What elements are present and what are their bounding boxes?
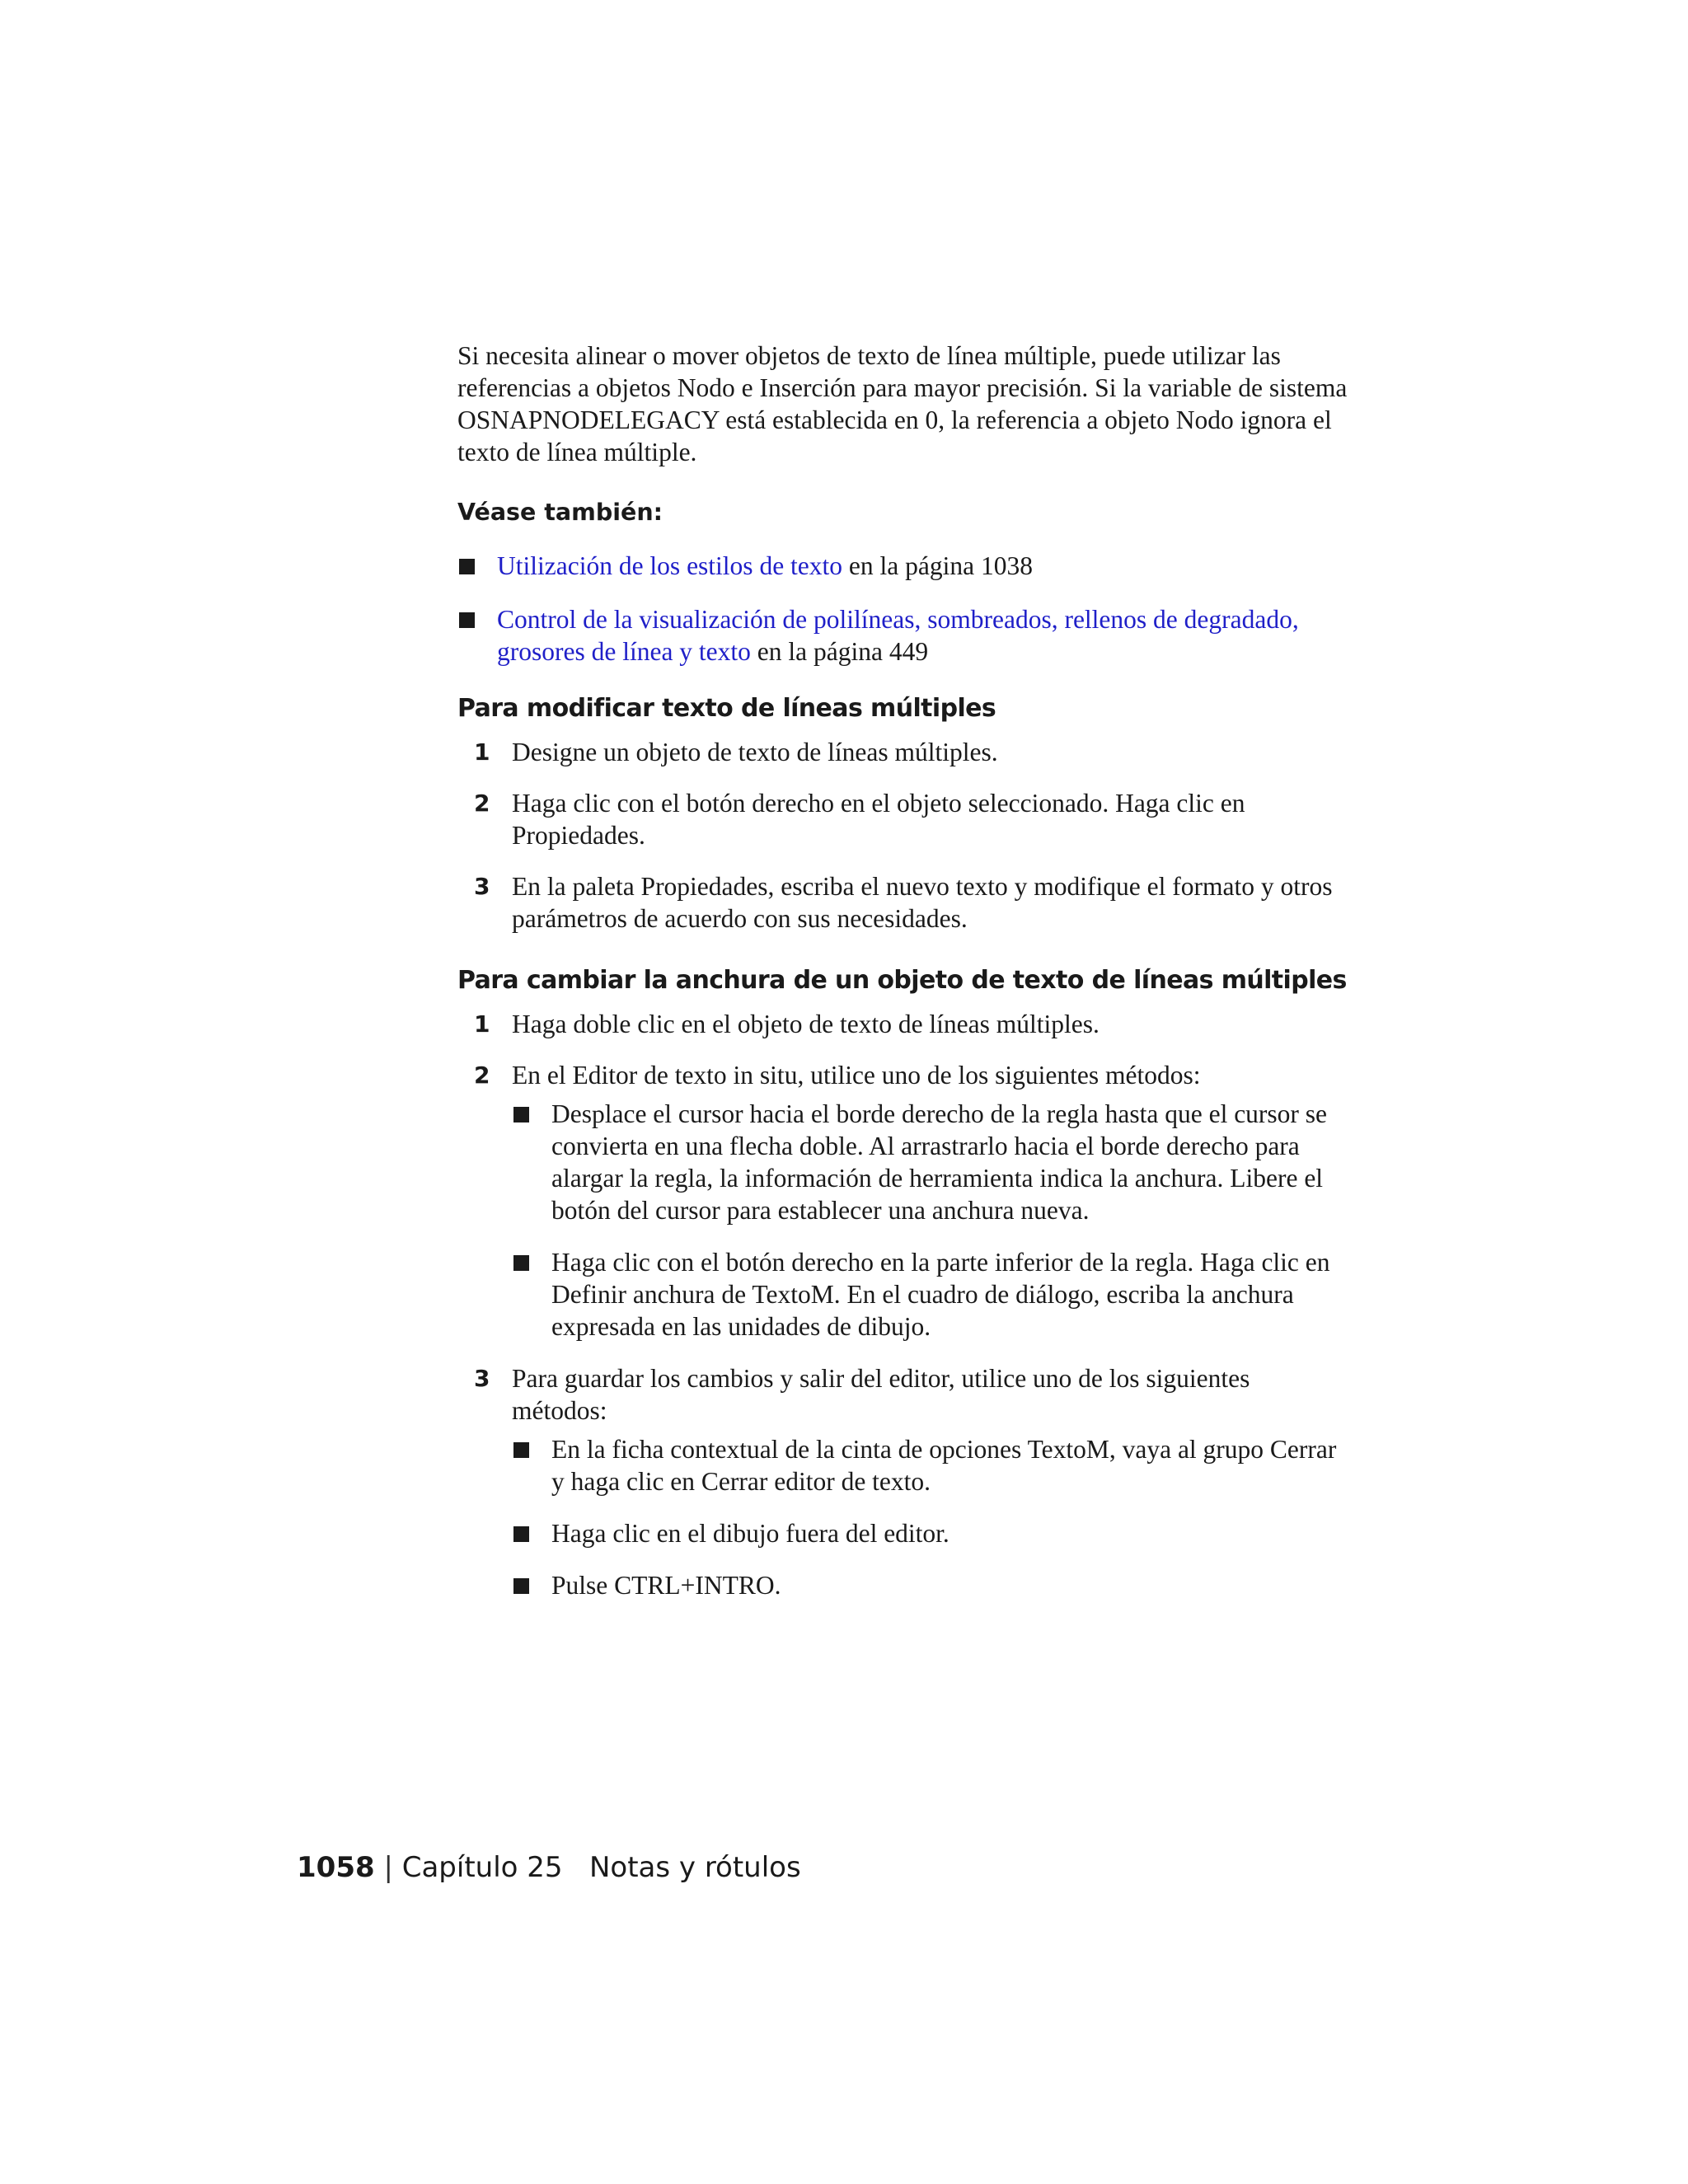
procedure-step (457, 787, 1348, 851)
step-text: Haga doble clic en el objeto de texto de líneas múltiples. (512, 1010, 1100, 1038)
step-text: Designe un objeto de texto de líneas múltiples. (512, 738, 998, 766)
chapter-label: Capítulo 25 (401, 1851, 563, 1884)
method-item (512, 1246, 1348, 1343)
footer-separator: | (374, 1851, 402, 1884)
method-list (512, 1433, 1348, 1601)
step-text: En el Editor de texto in situ, utilice uno de los siguientes métodos: (512, 1061, 1201, 1090)
procedure-title: Para modificar texto de líneas múltiples (457, 694, 996, 723)
bullet-square-icon (459, 612, 475, 628)
bullet-square-icon (513, 1107, 529, 1122)
method-item (512, 1433, 1348, 1497)
bullet-square-icon (513, 1442, 529, 1458)
method-text: Desplace el cursor hacia el borde derecho de la regla hasta que el cursor se convierta en una flecha doble. Al arrastrarlo hacia el borde derecho para alargar la regla, la información de herramienta indica la anchura. Libere el botón del cursor para establecer una anchura nueva. (551, 1099, 1328, 1225)
procedure-title: Para cambiar la anchura de un objeto de texto de líneas múltiples (457, 966, 1347, 995)
procedure-step (457, 1362, 1348, 1601)
method-item (512, 1098, 1348, 1226)
method-item (512, 1517, 1348, 1549)
step-number: 3 (474, 873, 490, 900)
footer-gap (563, 1851, 589, 1884)
method-text: Haga clic con el botón derecho en la parte inferior de la regla. Haga clic en Definir anchura de TextoM. En el cuadro de diálogo, escriba la anchura expresada en las unidades de dibujo. (551, 1248, 1330, 1341)
procedure-step (457, 870, 1348, 935)
link-control-visualizacion[interactable]: Control de la visualización de polilíneas, sombreados, rellenos de degradado, grosores de línea y texto (497, 605, 1299, 666)
step-text: En la paleta Propiedades, escriba el nuevo texto y modifique el formato y otros parámetros de acuerdo con sus necesidades. (512, 872, 1333, 933)
step-text: Para guardar los cambios y salir del editor, utilice uno de los siguientes métodos: (512, 1364, 1250, 1425)
step-number: 2 (474, 790, 490, 817)
bullet-square-icon (459, 559, 475, 574)
see-also-item (457, 603, 1348, 668)
bullet-square-icon (513, 1526, 529, 1542)
method-list (512, 1098, 1348, 1343)
see-also-item (457, 550, 1348, 582)
method-text: Haga clic en el dibujo fuera del editor. (551, 1519, 950, 1548)
page-footer (297, 1849, 801, 1886)
bullet-square-icon (513, 1578, 529, 1594)
step-text: Haga clic con el botón derecho en el objeto seleccionado. Haga clic en Propiedades. (512, 789, 1245, 850)
method-text: En la ficha contextual de la cinta de opciones TextoM, vaya al grupo Cerrar y haga clic en Cerrar editor de texto. (551, 1435, 1337, 1496)
procedure-steps (457, 736, 1348, 935)
chapter-title: Notas y rótulos (588, 1851, 801, 1884)
page-number: 1058 (297, 1851, 375, 1884)
page-reference: en la página 449 (750, 637, 929, 666)
see-also-heading: Véase también: (457, 499, 663, 526)
procedure-steps (457, 1008, 1348, 1601)
procedure-step (457, 736, 1348, 768)
link-estilos-de-texto[interactable]: Utilización de los estilos de texto (497, 551, 843, 580)
intro-paragraph: Si necesita alinear o mover objetos de texto de línea múltiple, puede utilizar las referencias a objetos Nodo e Inserción para mayor precisión. Si la variable de sistema OSNAPNODELEGACY está establecida en 0, la referencia a objeto Nodo ignora el texto de línea múltiple. (457, 341, 1348, 466)
bullet-square-icon (513, 1255, 529, 1271)
procedure-step (457, 1059, 1348, 1343)
step-number: 2 (474, 1062, 490, 1089)
see-also-list (457, 550, 1348, 668)
step-number: 1 (474, 1010, 490, 1038)
step-number: 3 (474, 1365, 490, 1392)
step-number: 1 (474, 738, 490, 766)
page-content (457, 340, 1348, 1621)
page-reference: en la página 1038 (842, 551, 1033, 580)
procedure-step (457, 1008, 1348, 1040)
method-text: Pulse CTRL+INTRO. (551, 1571, 781, 1600)
method-item (512, 1569, 1348, 1601)
